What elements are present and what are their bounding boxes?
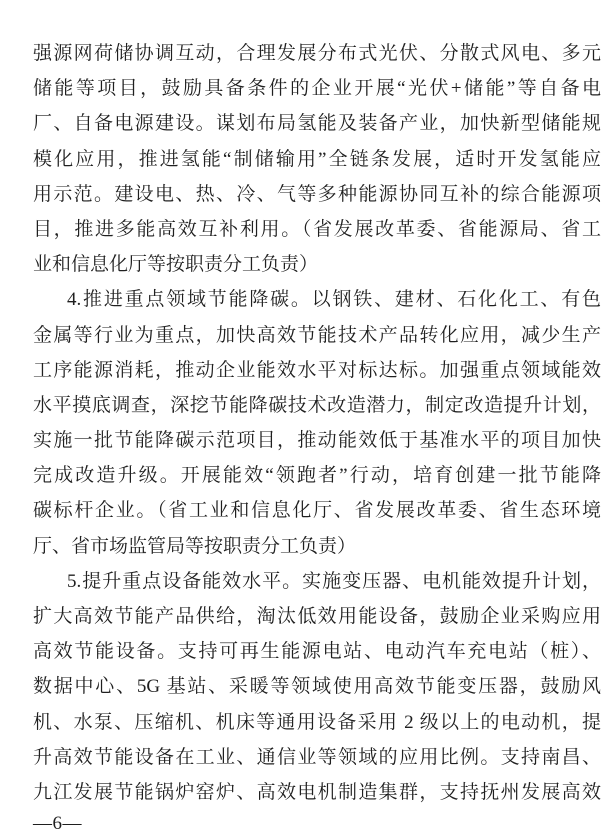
paragraph-item-4	[33, 282, 601, 564]
text-line: 实施一批节能降碳示范项目，推动能效低于基准水平的项目加快	[33, 430, 601, 452]
text-line: 金属等行业为重点，加快高效节能技术产品转化应用，减少生产	[33, 324, 601, 346]
text-line: 模化应用，推进氢能“制储输用”全链条发展，适时开发氢能应	[33, 148, 601, 170]
text-line: 强源网荷储协调互动，合理发展分布式光伏、分散式风电、多元	[33, 43, 601, 64]
text-line: 储能等项目，鼓励具备条件的企业开展“光伏+储能”等自备电	[33, 78, 601, 100]
text-line: 九江发展节能锅炉窑炉、高效电机制造集群，支持抚州发展高效	[33, 781, 601, 803]
text-line: 水平摸底调查，深挖节能降碳技术改造潜力，制定改造提升计划，	[33, 394, 601, 416]
text-line: 升高效节能设备在工业、通信业等领域的应用比例。支持南昌、	[33, 746, 601, 768]
text-line: 4.推进重点领域节能降碳。以钢铁、建材、石化化工、有色	[67, 289, 601, 311]
text-line: 厅、省市场监管局等按职责分工负责）	[33, 535, 357, 557]
text-line: 扩大高效节能产品供给，淘汰低效用能设备，鼓励企业采购应用	[33, 606, 601, 627]
text-line: 工序能源消耗，推动企业能效水平对标达标。加强重点领域能效	[33, 359, 601, 381]
text-line: 5.提升重点设备能效水平。实施变压器、电机能效提升计划，	[67, 570, 601, 592]
page-number: —6—	[33, 813, 82, 834]
text-line: 厂、自备电源建设。谋划布局氢能及装备产业，加快新型储能规	[33, 113, 601, 135]
text-line: 数据中心、5G 基站、采暖等领域使用高效节能变压器，鼓励风	[33, 676, 601, 698]
text-line: 业和信息化厅等按职责分工负责）	[33, 254, 319, 276]
paragraph-item-5	[33, 564, 601, 810]
paragraph-continued	[33, 36, 601, 282]
text-line: 目，推进多能高效互补利用。（省发展改革委、省能源局、省工	[33, 218, 601, 240]
text-line: 碳标杆企业。（省工业和信息化厅、省发展改革委、省生态环境	[33, 500, 601, 522]
document-body	[33, 36, 601, 810]
text-line: 高效节能设备。支持可再生能源电站、电动汽车充电站（桩）、	[33, 641, 601, 663]
text-line: 用示范。建设电、热、冷、气等多种能源协同互补的综合能源项	[33, 183, 601, 205]
text-line: 机、水泵、压缩机、机床等通用设备采用 2 级以上的电动机，提	[33, 711, 601, 733]
text-line: 完成改造升级。开展能效“领跑者”行动，培育创建一批节能降	[33, 465, 601, 487]
